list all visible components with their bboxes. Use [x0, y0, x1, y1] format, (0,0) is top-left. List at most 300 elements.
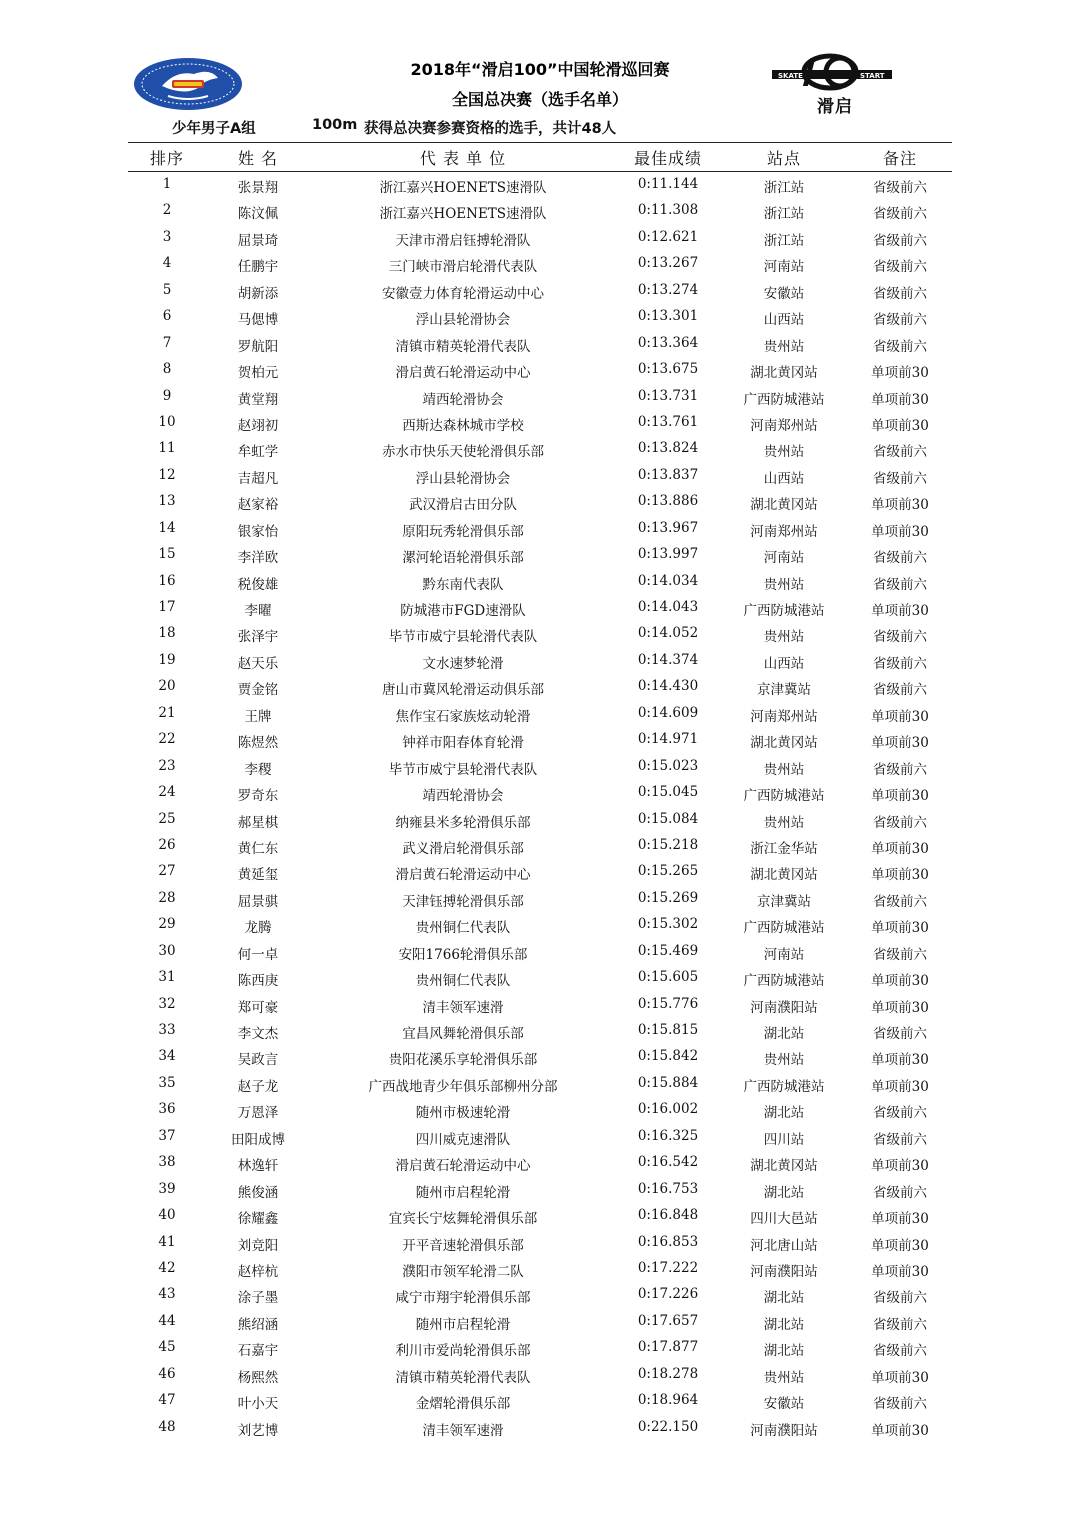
cell-station: 湖北黄冈站: [750, 1158, 818, 1175]
cell-team: 浮山县轮滑协会: [415, 312, 511, 329]
cell-rank: 26: [158, 836, 176, 853]
cell-rank: 14: [158, 519, 176, 536]
cell-name: 赵翊初: [237, 417, 279, 434]
cell-time: 0:15.815: [637, 1022, 699, 1038]
cell-name: 罗航阳: [237, 338, 279, 355]
cell-rank: 16: [158, 572, 176, 589]
cell-time: 0:15.605: [637, 969, 699, 986]
cell-note: 单项前30: [871, 735, 929, 752]
cell-station: 河南站: [763, 259, 805, 276]
cell-station: 湖北站: [763, 1105, 805, 1122]
cell-rank: 10: [158, 413, 176, 430]
cell-time: 0:13.364: [637, 334, 699, 351]
cell-team: 漯河轮语轮滑俱乐部: [402, 550, 524, 567]
cell-station: 湖北黄冈站: [750, 497, 818, 514]
cell-time: 0:22.150: [637, 1418, 699, 1435]
cell-team: 安徽壹力体育轮滑运动中心: [382, 285, 544, 302]
cell-note: 单项前30: [871, 999, 929, 1016]
cell-name: 吉超凡: [237, 470, 279, 487]
cell-station: 河南站: [763, 550, 805, 567]
cell-note: 省级前六: [873, 285, 927, 302]
cell-time: 0:11.308: [637, 202, 699, 219]
cell-team: 天津市滑启钰搏轮滑队: [395, 232, 531, 249]
cell-time: 0:15.084: [637, 810, 699, 827]
cell-rank: 6: [162, 308, 172, 325]
cell-rank: 24: [158, 784, 176, 801]
cell-rank: 33: [158, 1022, 176, 1038]
cell-note: 单项前30: [871, 920, 929, 937]
table-row: [128, 701, 952, 727]
cell-time: 0:13.824: [637, 440, 699, 457]
cell-station: 河南郑州站: [750, 708, 818, 725]
cell-note: 单项前30: [871, 391, 929, 408]
cell-team: 武汉滑启古田分队: [409, 497, 517, 514]
cell-team: 贵阳花溪乐享轮滑俱乐部: [388, 1052, 538, 1069]
cell-note: 省级前六: [873, 180, 927, 196]
cell-rank: 27: [158, 863, 176, 880]
cell-time: 0:15.265: [637, 863, 699, 880]
table-row: [128, 754, 952, 780]
cell-team: 贵州铜仁代表队: [415, 973, 511, 990]
table-row: [128, 278, 952, 304]
cell-team: 金熠轮滑俱乐部: [415, 1396, 511, 1413]
cell-time: 0:14.052: [637, 625, 699, 642]
cell-station: 浙江站: [763, 232, 805, 249]
cell-station: 河南站: [763, 946, 805, 963]
cell-name: 屈景琦: [237, 232, 279, 249]
cell-note: 单项前30: [871, 1211, 929, 1228]
cell-name: 赵家裕: [237, 497, 279, 514]
cell-station: 浙江金华站: [750, 840, 818, 857]
cell-rank: 1: [162, 176, 172, 192]
cell-station: 湖北站: [763, 1026, 805, 1042]
table-row: [128, 1230, 952, 1256]
table-row: [128, 886, 952, 912]
cell-time: 0:17.226: [637, 1286, 699, 1303]
cell-time: 0:13.731: [637, 387, 699, 404]
cell-time: 0:13.837: [637, 466, 699, 483]
cell-station: 山西站: [763, 470, 805, 487]
table-row: [128, 1018, 952, 1044]
cell-note: 单项前30: [871, 1263, 929, 1280]
table-row: [128, 992, 952, 1018]
cell-note: 省级前六: [873, 761, 927, 778]
cell-station: 湖北黄冈站: [750, 365, 818, 382]
cell-note: 单项前30: [871, 840, 929, 857]
cell-name: 屈景骐: [237, 893, 279, 910]
cell-time: 0:15.302: [637, 916, 699, 933]
cell-station: 京津冀站: [757, 893, 811, 910]
cell-time: 0:15.776: [637, 995, 699, 1012]
cell-note: 省级前六: [873, 946, 927, 963]
cell-time: 0:15.218: [637, 836, 699, 853]
cell-time: 0:13.997: [637, 546, 699, 563]
cell-team: 清镇市精英轮滑代表队: [395, 1369, 531, 1386]
table-row: [128, 807, 952, 833]
cell-station: 湖北站: [763, 1343, 805, 1360]
cell-time: 0:15.023: [637, 757, 699, 774]
cell-rank: 46: [158, 1365, 176, 1382]
column-header-rank: 排序: [149, 149, 184, 168]
cell-note: 单项前30: [871, 523, 929, 540]
table-row: [128, 357, 952, 383]
cell-rank: 42: [158, 1259, 176, 1276]
cell-rank: 29: [158, 916, 176, 933]
table-row: [128, 912, 952, 938]
cell-name: 贺柏元: [237, 365, 279, 382]
cell-rank: 13: [158, 493, 176, 510]
cell-note: 省级前六: [873, 655, 927, 672]
cell-rank: 12: [158, 466, 176, 483]
cell-time: 0:14.609: [637, 704, 699, 721]
cell-station: 湖北黄冈站: [750, 735, 818, 752]
cell-rank: 20: [158, 678, 176, 695]
table-row: [128, 489, 952, 515]
cell-name: 银家怡: [237, 523, 279, 540]
cell-station: 河南濮阳站: [750, 1263, 818, 1280]
cell-team: 武义滑启轮滑俱乐部: [402, 840, 524, 857]
cell-time: 0:13.274: [637, 281, 699, 298]
cell-team: 濮阳市领军轮滑二队: [402, 1263, 524, 1280]
cell-team: 广西战地青少年俱乐部柳州分部: [368, 1078, 558, 1095]
cell-name: 陈煜然: [237, 735, 279, 752]
cell-rank: 9: [162, 387, 172, 404]
table-row: [128, 225, 952, 251]
cell-note: 省级前六: [873, 893, 927, 910]
cell-time: 0:18.278: [637, 1365, 699, 1382]
cell-station: 广西防城港站: [743, 788, 825, 805]
cell-rank: 40: [158, 1207, 176, 1224]
table-row: [128, 648, 952, 674]
cell-rank: 11: [158, 440, 176, 457]
cell-time: 0:18.964: [637, 1392, 699, 1409]
cell-team: 浙江嘉兴HOENETS速滑队: [379, 206, 547, 223]
cell-name: 任鹏宇: [237, 259, 279, 276]
cell-time: 0:12.621: [637, 228, 699, 245]
table-row: [128, 331, 952, 357]
cell-rank: 47: [158, 1392, 176, 1409]
cell-note: 单项前30: [871, 1052, 929, 1069]
cell-note: 省级前六: [873, 550, 927, 567]
cell-note: 省级前六: [873, 629, 927, 646]
cell-rank: 44: [158, 1312, 176, 1329]
cell-name: 万恩泽: [237, 1105, 279, 1122]
table-row: [128, 1309, 952, 1335]
cell-time: 0:11.144: [637, 176, 699, 192]
cell-note: 省级前六: [873, 444, 927, 461]
cell-note: 单项前30: [871, 1158, 929, 1175]
cell-team: 滑启黄石轮滑运动中心: [395, 365, 531, 382]
cell-time: 0:13.967: [637, 519, 699, 536]
cell-station: 广西防城港站: [743, 920, 825, 937]
cell-note: 单项前30: [871, 867, 929, 884]
cell-time: 0:15.884: [637, 1074, 699, 1091]
cell-team: 浮山县轮滑协会: [415, 470, 511, 487]
cell-team: 唐山市冀风轮滑运动俱乐部: [382, 682, 544, 699]
cell-note: 省级前六: [873, 470, 927, 487]
cell-time: 0:16.325: [637, 1127, 699, 1144]
cell-name: 刘艺博: [237, 1422, 279, 1439]
cell-name: 赵天乐: [237, 655, 279, 672]
cell-team: 纳雍县米多轮滑俱乐部: [395, 814, 531, 831]
cell-station: 贵州站: [763, 1369, 805, 1386]
cell-note: 省级前六: [873, 576, 927, 593]
cell-note: 省级前六: [873, 1131, 927, 1148]
cell-name: 李洋欧: [237, 550, 279, 567]
cell-rank: 41: [158, 1233, 176, 1250]
cell-name: 税俊雄: [237, 576, 279, 593]
cell-rank: 15: [158, 546, 176, 563]
cell-name: 杨熙然: [237, 1369, 279, 1386]
table-row: [128, 436, 952, 462]
cell-station: 四川大邑站: [750, 1211, 818, 1228]
cell-time: 0:16.848: [637, 1207, 699, 1224]
cell-note: 单项前30: [871, 708, 929, 725]
cell-time: 0:13.675: [637, 361, 699, 378]
cell-station: 京津冀站: [757, 682, 811, 699]
cell-time: 0:14.043: [637, 599, 699, 615]
cell-name: 刘竞阳: [237, 1237, 279, 1254]
table-row: [128, 859, 952, 885]
cell-time: 0:15.269: [637, 889, 699, 906]
cell-time: 0:16.002: [637, 1101, 699, 1118]
cell-station: 浙江站: [763, 180, 805, 196]
cell-team: 三门峡市滑启轮滑代表队: [388, 259, 538, 276]
svg-text:SKATE: SKATE: [778, 72, 803, 80]
cell-station: 广西防城港站: [743, 973, 825, 990]
cell-station: 广西防城港站: [743, 603, 825, 619]
cell-name: 吴政言: [237, 1052, 279, 1069]
cell-note: 省级前六: [873, 814, 927, 831]
table-row: [128, 1362, 952, 1388]
cell-time: 0:13.301: [637, 308, 699, 325]
cell-name: 王牌: [244, 708, 272, 725]
cell-rank: 4: [162, 255, 172, 272]
cell-station: 贵州站: [763, 338, 805, 355]
table-row: [128, 172, 952, 198]
cell-time: 0:13.761: [637, 413, 699, 430]
table-row: [128, 1282, 952, 1308]
cell-name: 涂子墨: [237, 1290, 279, 1307]
cell-station: 安徽站: [763, 285, 805, 302]
cell-rank: 3: [162, 228, 172, 245]
column-header-time: 最佳成绩: [633, 149, 702, 168]
table-top-rule: [128, 142, 952, 143]
table-row: [128, 198, 952, 224]
logo-right-caption: 滑启: [817, 97, 853, 117]
table-row: [128, 384, 952, 410]
cell-station: 贵州站: [763, 814, 805, 831]
table-row: [128, 463, 952, 489]
cell-rank: 43: [158, 1286, 176, 1303]
cell-station: 河南濮阳站: [750, 999, 818, 1016]
cell-station: 贵州站: [763, 576, 805, 593]
cell-time: 0:16.753: [637, 1180, 699, 1197]
table-row: [128, 569, 952, 595]
cell-note: 单项前30: [871, 497, 929, 514]
cell-station: 贵州站: [763, 629, 805, 646]
cell-station: 湖北黄冈站: [750, 867, 818, 884]
cell-rank: 45: [158, 1339, 176, 1356]
cell-note: 省级前六: [873, 259, 927, 276]
table-row: [128, 939, 952, 965]
cell-team: 清丰领军速滑: [422, 1422, 504, 1439]
cell-name: 胡新添: [237, 285, 279, 302]
cell-rank: 5: [162, 281, 172, 298]
cell-note: 省级前六: [873, 1316, 927, 1333]
cell-team: 原阳玩秀轮滑俱乐部: [402, 523, 524, 540]
cell-name: 熊俊涵: [237, 1184, 279, 1201]
cell-team: 滑启黄石轮滑运动中心: [395, 867, 531, 884]
cell-rank: 37: [158, 1127, 176, 1144]
table-row: [128, 780, 952, 806]
cell-team: 黔东南代表队: [422, 576, 504, 593]
cell-time: 0:14.034: [637, 572, 699, 589]
cell-team: 利川市爱尚轮滑俱乐部: [395, 1343, 531, 1360]
cell-rank: 28: [158, 889, 176, 906]
cell-name: 马偲博: [237, 312, 279, 329]
table-row: [128, 1097, 952, 1123]
cell-rank: 17: [158, 599, 176, 615]
cell-name: 张泽宇: [237, 629, 279, 646]
cell-note: 单项前30: [871, 1078, 929, 1095]
cell-team: 毕节市威宁县轮滑代表队: [388, 761, 538, 778]
cell-team: 文水速梦轮滑: [422, 655, 504, 672]
cell-team: 贵州铜仁代表队: [415, 920, 511, 937]
table-row: [128, 965, 952, 991]
cell-rank: 31: [158, 969, 176, 986]
cell-station: 贵州站: [763, 761, 805, 778]
group-info: [0, 117, 1080, 139]
cell-team: 滑启黄石轮滑运动中心: [395, 1158, 531, 1175]
cell-note: 单项前30: [871, 1369, 929, 1386]
document-subtitle: 全国总决赛（选手名单）: [451, 90, 628, 109]
cell-station: 四川站: [763, 1131, 805, 1148]
table-row: [128, 516, 952, 542]
cell-team: 防城港市FGD速滑队: [400, 603, 526, 619]
cell-name: 林逸轩: [237, 1158, 279, 1175]
cell-name: 龙腾: [244, 920, 272, 937]
qualification-note: 获得总决赛参赛资格的选手，共计48人: [364, 121, 617, 137]
cell-note: 省级前六: [873, 1026, 927, 1042]
table-row: [128, 251, 952, 277]
cell-team: 清丰领军速滑: [422, 999, 504, 1016]
cell-team: 四川威克速滑队: [415, 1131, 511, 1148]
cell-name: 熊绍涵: [237, 1316, 279, 1333]
cell-name: 牟虹学: [237, 444, 279, 461]
cell-name: 贾金铭: [237, 682, 279, 699]
cell-station: 山西站: [763, 312, 805, 329]
cell-note: 单项前30: [871, 365, 929, 382]
table-row: [128, 595, 952, 621]
cell-rank: 48: [158, 1418, 176, 1435]
table-row: [128, 674, 952, 700]
cell-note: 单项前30: [871, 1237, 929, 1254]
table-row: [128, 1071, 952, 1097]
column-header-note: 备注: [882, 149, 917, 168]
cell-name: 黄延玺: [237, 867, 279, 884]
cell-name: 陈汶佩: [237, 206, 279, 223]
cell-name: 郑可豪: [237, 999, 279, 1016]
cell-station: 湖北站: [763, 1184, 805, 1201]
cell-station: 湖北站: [763, 1316, 805, 1333]
cell-team: 开平音速轮滑俱乐部: [402, 1237, 524, 1254]
cell-note: 省级前六: [873, 312, 927, 329]
cell-rank: 25: [158, 810, 176, 827]
table-header: [128, 145, 952, 171]
cell-team: 焦作宝石家族炫动轮滑: [395, 708, 531, 725]
table-row: [128, 621, 952, 647]
cell-rank: 8: [162, 361, 172, 378]
event-label: 100m: [312, 117, 358, 133]
cell-station: 贵州站: [763, 444, 805, 461]
cell-team: 清镇市精英轮滑代表队: [395, 338, 531, 355]
cell-note: 省级前六: [873, 1290, 927, 1307]
cell-team: 随州市极速轮滑: [415, 1105, 511, 1122]
cell-station: 河南濮阳站: [750, 1422, 818, 1439]
cell-name: 何一卓: [237, 946, 279, 963]
cell-time: 0:13.886: [637, 493, 699, 510]
cell-rank: 18: [158, 625, 176, 642]
table-row: [128, 1203, 952, 1229]
cell-rank: 32: [158, 995, 176, 1012]
cell-team: 浙江嘉兴HOENETS速滑队: [379, 180, 547, 196]
table-row: [128, 542, 952, 568]
cell-station: 浙江站: [763, 206, 805, 223]
cell-note: 单项前30: [871, 417, 929, 434]
cell-name: 黄堂翔: [237, 391, 279, 408]
cell-team: 赤水市快乐天使轮滑俱乐部: [382, 444, 544, 461]
cell-rank: 39: [158, 1180, 176, 1197]
table-row: [128, 833, 952, 859]
cell-rank: 21: [158, 704, 176, 721]
cell-note: 省级前六: [873, 1396, 927, 1413]
cell-rank: 34: [158, 1048, 176, 1065]
cell-team: 随州市启程轮滑: [415, 1316, 511, 1333]
cell-team: 西斯达森林城市学校: [402, 417, 524, 434]
cell-note: 省级前六: [873, 682, 927, 699]
cell-time: 0:17.877: [637, 1339, 699, 1356]
cell-time: 0:14.971: [637, 731, 699, 748]
cell-name: 张景翔: [237, 180, 279, 196]
cell-team: 毕节市威宁县轮滑代表队: [388, 629, 538, 646]
cell-name: 李文杰: [237, 1026, 279, 1042]
table-row: [128, 304, 952, 330]
cell-station: 河南郑州站: [750, 523, 818, 540]
table-body: [128, 172, 952, 1441]
table-row: [128, 1177, 952, 1203]
table-row: [128, 410, 952, 436]
cell-name: 叶小天: [237, 1396, 279, 1413]
table-row: [128, 1415, 952, 1441]
cell-team: 靖西轮滑协会: [422, 788, 504, 805]
cell-time: 0:15.045: [637, 784, 699, 801]
column-header-team: 代 表 单 位: [419, 149, 507, 168]
cell-rank: 35: [158, 1074, 176, 1091]
cell-rank: 36: [158, 1101, 176, 1118]
table-row: [128, 1335, 952, 1361]
cell-name: 徐耀鑫: [237, 1211, 279, 1228]
cell-rank: 7: [162, 334, 172, 351]
table-row: [128, 727, 952, 753]
cell-time: 0:16.853: [637, 1233, 699, 1250]
cell-name: 赵梓杭: [237, 1263, 279, 1280]
cell-station: 广西防城港站: [743, 1078, 825, 1095]
column-header-name: 姓 名: [237, 149, 279, 168]
column-header-station: 站点: [766, 149, 801, 168]
cell-note: 省级前六: [873, 1105, 927, 1122]
cell-team: 随州市启程轮滑: [415, 1184, 511, 1201]
